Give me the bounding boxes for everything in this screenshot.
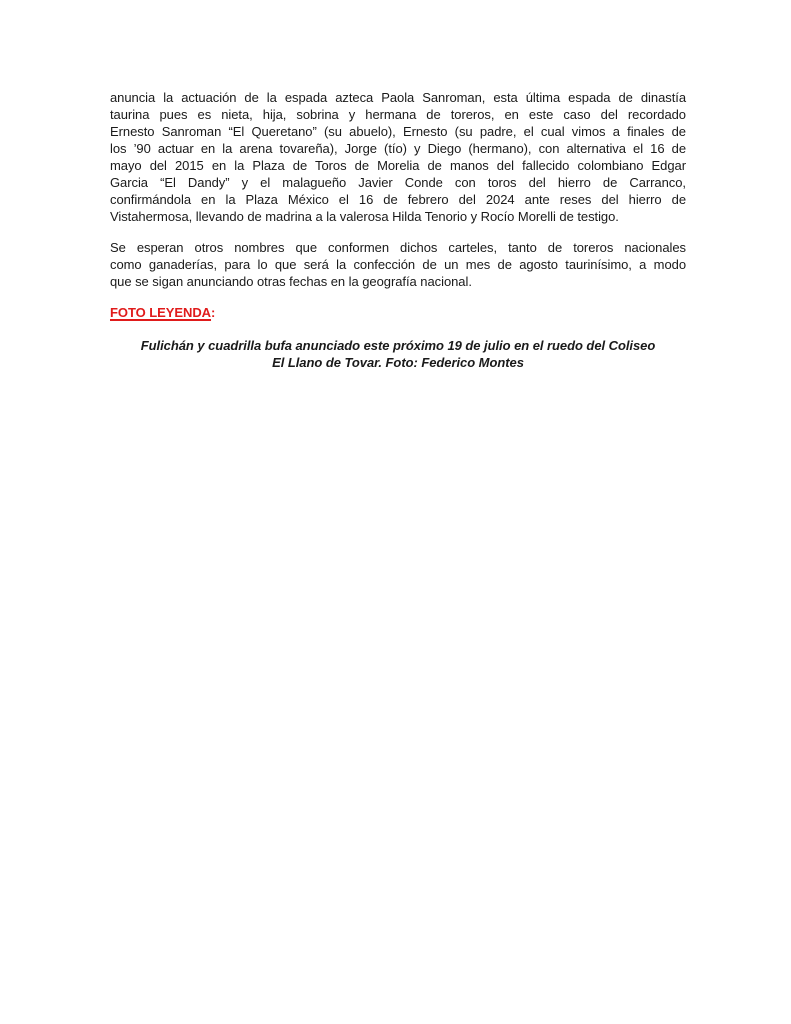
text-line: Se esperan otros nombres que conformen dichos carteles, tanto de toreros nacionales: [110, 240, 686, 255]
body-paragraph-2: [110, 239, 686, 290]
photo-legend-label: FOTO LEYENDA: [110, 305, 212, 320]
text-line: confirmándola en la Plaza México el 16 de febrero del 2024 ante reses del hierro de: [110, 192, 686, 207]
photo-legend-colon: :: [211, 305, 216, 320]
text-line: Vistahermosa, llevando de madrina a la valerosa Hilda Tenorio y Rocío Morelli de testigo.: [110, 209, 619, 224]
text-line: como ganaderías, para lo que será la confección de un mes de agosto taurinísimo, a modo: [110, 257, 686, 272]
text-line: que se sigan anunciando otras fechas en la geografía nacional.: [110, 274, 472, 289]
photo-caption: [110, 337, 686, 371]
photo-caption-line: Fulichán y cuadrilla bufa anunciado este próximo 19 de julio en el ruedo del Coliseo: [140, 338, 656, 353]
body-paragraph-1: [110, 89, 686, 225]
text-line: anuncia la actuación de la espada azteca Paola Sanroman, esta última espada de dinastía: [110, 90, 686, 105]
page-content: [110, 89, 686, 371]
photo-legend-heading: [110, 304, 686, 321]
text-line: mayo del 2015 en la Plaza de Toros de Morelia de manos del fallecido colombiano Edgar: [110, 158, 686, 173]
text-line: Ernesto Sanroman “El Queretano” (su abuelo), Ernesto (su padre, el cual vimos a finales de: [110, 124, 686, 139]
text-line: Garcia “El Dandy” y el malagueño Javier Conde con toros del hierro de Carranco,: [110, 175, 686, 190]
text-line: taurina pues es nieta, hija, sobrina y hermana de toreros, en este caso del recordado: [110, 107, 686, 122]
text-line: los ’90 actuar en la arena tovareña), Jorge (tío) y Diego (hermano), con alternativa el 16 de: [110, 141, 686, 156]
photo-caption-line: El Llano de Tovar. Foto: Federico Montes: [272, 355, 524, 370]
